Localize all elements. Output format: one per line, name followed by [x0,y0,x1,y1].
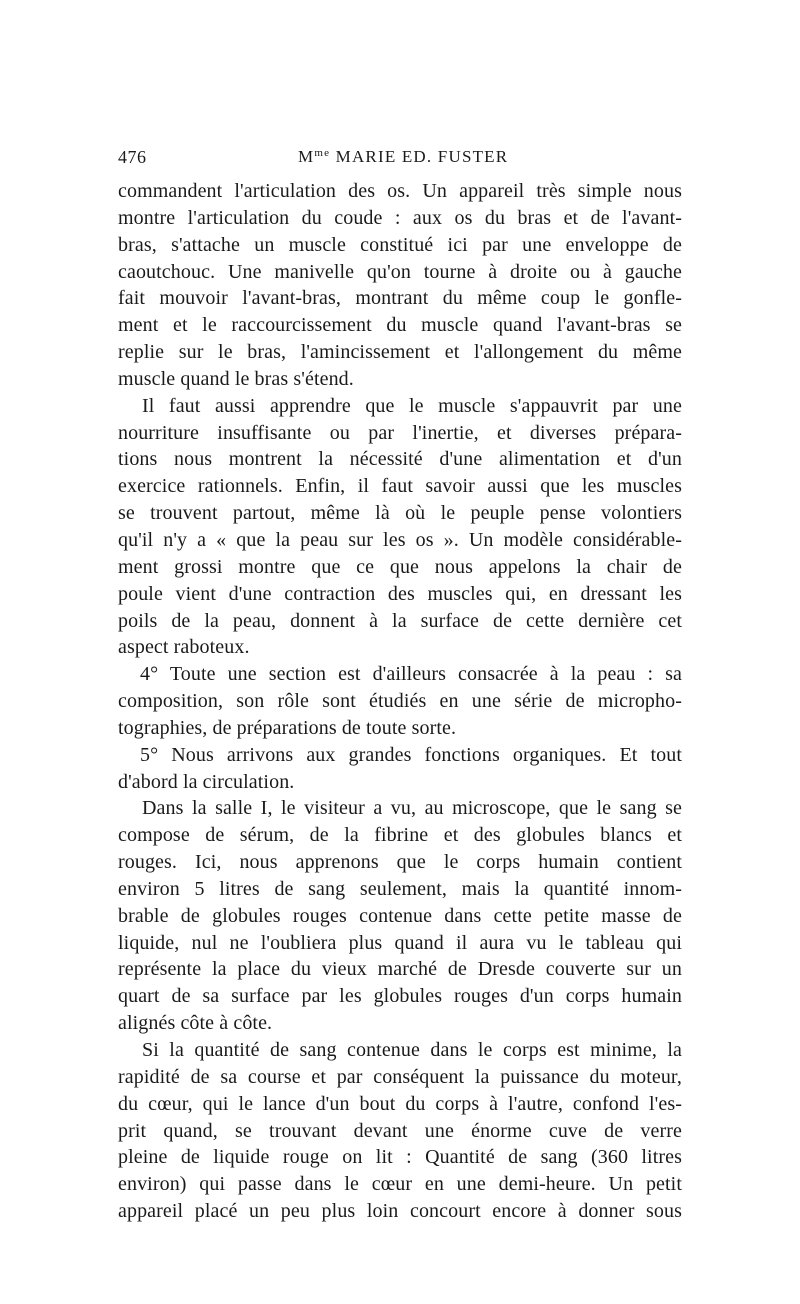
page-number: 476 [118,147,147,167]
text-line: tographies, de préparations de toute sorte. [118,716,457,739]
text-line: appareil placé un peu plus loin concourt encore à donner sous [118,1200,682,1223]
author-prefix: M [298,147,315,166]
text-line: environ) qui passe dans le cœur en une demi-heure. Un petit [118,1173,682,1196]
text-line: composition, son rôle sont étudiés en une série de micropho- [118,690,682,713]
text-line: caoutchouc. Une manivelle qu'on tourne à droite ou à gauche [118,260,682,283]
text-line: aspect raboteux. [118,636,250,659]
text-line: Dans la salle I, le visiteur a vu, au microscope, que le sang se [142,797,682,820]
text-line: tions nous montrent la nécessité d'une alimentation et d'un [118,448,682,471]
text-line: nourriture insuffisante ou par l'inertie, et diverses prépara- [118,421,682,444]
text-line: ment grossi montre que ce que nous appelons la chair de [118,555,682,578]
text-line: rouges. Ici, nous apprenons que le corps humain contient [118,851,682,874]
text-line: montre l'articulation du coude : aux os du bras et de l'avant- [118,206,682,229]
text-line: 5° Nous arrivons aux grandes fonctions organiques. Et tout [140,743,682,766]
text-line: replie sur le bras, l'amincissement et l'allongement du même [118,341,682,364]
running-head [298,147,508,167]
text-line: exercice rationnels. Enfin, il faut savoir aussi que les muscles [118,475,682,498]
text-line: alignés côte à côte. [118,1012,273,1035]
text-line: poule vient d'une contraction des muscles qui, en dressant les [118,582,682,605]
text-line: d'abord la circulation. [118,770,295,793]
author-title-sup: me [314,147,331,159]
text-line: ment et le raccourcissement du muscle quand l'avant-bras se [118,314,682,337]
text-line: se trouvent partout, même là où le peuple pense volontiers [118,502,682,525]
text-line: commandent l'articulation des os. Un appareil très simple nous [118,180,682,202]
text-line: brable de globules rouges contenue dans cette petite masse de [118,904,682,927]
text-line: Il faut aussi apprendre que le muscle s'appauvrit par une [142,394,682,417]
text-line: du cœur, qui le lance d'un bout du corps à l'autre, confond l'es- [118,1092,682,1115]
text-line: fait mouvoir l'avant-bras, montrant du même coup le gonfle- [118,287,682,310]
author-name: MARIE ED. FUSTER [330,147,509,166]
text-line: représente la place du vieux marché de Dresde couverte sur un [118,958,682,981]
text-line: compose de sérum, de la fibrine et des globules blancs et [118,824,682,847]
text-line: bras, s'attache un muscle constitué ici par une enveloppe de [118,233,682,256]
page-header [118,147,682,171]
text-line: Si la quantité de sang contenue dans le corps est minime, la [142,1039,682,1061]
text-line: poils de la peau, donnent à la surface de cette dernière cet [118,609,682,632]
text-line: rapidité de sa course et par conséquent la puissance du moteur, [118,1065,682,1088]
text-line: environ 5 litres de sang seulement, mais la quantité innom- [118,877,682,900]
text-line: muscle quand le bras s'étend. [118,367,354,390]
text-line: prit quand, se trouvant devant une énorme cuve de verre [118,1119,682,1142]
body-text [118,178,682,1225]
text-line: 4° Toute une section est d'ailleurs consacrée à la peau : sa [140,663,682,686]
text-line: quart de sa surface par les globules rouges d'un corps humain [118,985,682,1008]
text-line: liquide, nul ne l'oubliera plus quand il aura vu le tableau qui [118,931,682,954]
text-line: qu'il n'y a « que la peau sur les os ». Un modèle considérable- [118,528,682,551]
text-line: pleine de liquide rouge on lit : Quantité de sang (360 litres [118,1146,682,1169]
